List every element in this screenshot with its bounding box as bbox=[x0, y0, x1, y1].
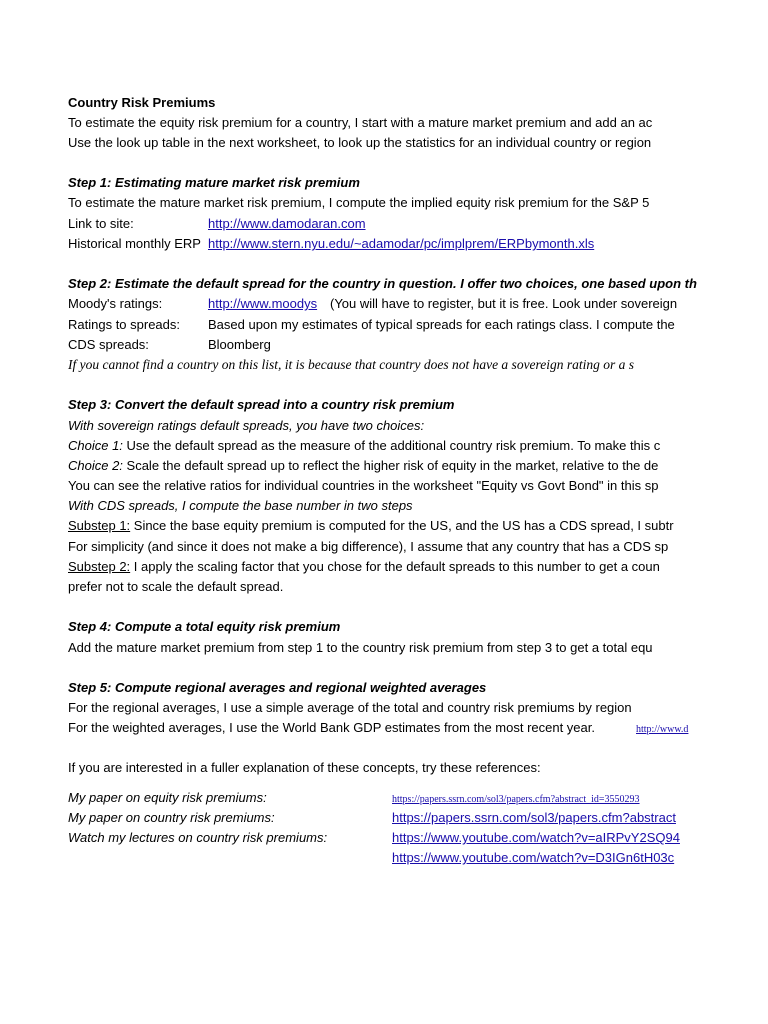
link-erp-by-month[interactable]: http://www.stern.nyu.edu/~adamodar/pc/implprem/ERPbymonth.xls bbox=[208, 236, 595, 251]
step2-heading: Step 2: Estimate the default spread for the country in question. I offer two choices, one based upon th bbox=[68, 276, 697, 291]
step5-text-1: For the regional averages, I use a simple average of the total and country risk premiums by region bbox=[68, 700, 632, 715]
step4-text: Add the mature market premium from step 1 to the country risk premium from step 3 to get a total equ bbox=[68, 640, 653, 655]
step1-text: To estimate the mature market risk premium, I compute the implied equity risk premium for the S&P 5 bbox=[68, 195, 650, 210]
step1-heading: Step 1: Estimating mature market risk premium bbox=[68, 175, 360, 190]
link-site-label: Link to site: bbox=[68, 216, 134, 231]
link-lecture-2[interactable]: https://www.youtube.com/watch?v=D3IGn6tH03c bbox=[392, 850, 675, 865]
cds-label: CDS spreads: bbox=[68, 337, 149, 352]
intro-line-2: Use the look up table in the next worksheet, to look up the statistics for an individual country or region bbox=[68, 135, 652, 150]
intro-line-1: To estimate the equity risk premium for a country, I start with a mature market premium and add an ac bbox=[68, 115, 653, 130]
moodys-value bbox=[208, 296, 677, 312]
step5-heading: Step 5: Compute regional averages and regional weighted averages bbox=[68, 680, 487, 695]
step4-heading: Step 4: Compute a total equity risk premium bbox=[68, 619, 341, 634]
link-lecture-1[interactable]: https://www.youtube.com/watch?v=aIRPvY2SQ94 bbox=[392, 830, 680, 845]
ratings-text: Based upon my estimates of typical spreads for each ratings class. I compute the bbox=[208, 317, 675, 332]
choice1-line bbox=[68, 438, 660, 454]
step3-sub: With sovereign ratings default spreads, you have two choices: bbox=[68, 418, 425, 433]
substep1-text: Since the base equity premium is computed for the US, and the US has a CDS spread, I subtr bbox=[130, 518, 674, 533]
cds-text: Bloomberg bbox=[208, 337, 271, 352]
choice2-line bbox=[68, 458, 658, 474]
moodys-label: Moody's ratings: bbox=[68, 296, 163, 311]
substep1-label: Substep 1: bbox=[68, 518, 131, 533]
ratings-label: Ratings to spreads: bbox=[68, 317, 181, 332]
ref-label-erp: My paper on equity risk premiums: bbox=[68, 790, 267, 805]
link-moodys[interactable]: http://www.moodys bbox=[208, 296, 318, 311]
substep2-line bbox=[68, 559, 660, 575]
link-crp-paper[interactable]: https://papers.ssrn.com/sol3/papers.cfm?abstract bbox=[392, 810, 676, 825]
step3-heading: Step 3: Convert the default spread into a country risk premium bbox=[68, 397, 455, 412]
references-intro: If you are interested in a fuller explanation of these concepts, try these references: bbox=[68, 760, 541, 775]
cds-sub: With CDS spreads, I compute the base number in two steps bbox=[68, 498, 413, 513]
link-damodaran[interactable]: http://www.damodaran.com bbox=[208, 216, 366, 231]
choice2-text: Scale the default spread up to reflect the higher risk of equity in the market, relative to the de bbox=[122, 458, 659, 473]
choice2-label: Choice 2: bbox=[68, 458, 123, 473]
prefer-text: prefer not to scale the default spread. bbox=[68, 579, 284, 594]
choice1-label: Choice 1: bbox=[68, 438, 123, 453]
ref-label-crp: My paper on country risk premiums: bbox=[68, 810, 275, 825]
ref-label-lectures: Watch my lectures on country risk premiums: bbox=[68, 830, 328, 845]
ratios-text: You can see the relative ratios for individual countries in the worksheet "Equity vs Govt Bond" in this sp bbox=[68, 478, 659, 493]
step5-text-2: For the weighted averages, I use the World Bank GDP estimates from the most recent year. bbox=[68, 720, 595, 735]
link-world-bank[interactable]: http://www.d bbox=[636, 724, 689, 735]
choice1-text: Use the default spread as the measure of the additional country risk premium. To make this c bbox=[122, 438, 661, 453]
substep2-label: Substep 2: bbox=[68, 559, 131, 574]
page-title: Country Risk Premiums bbox=[68, 95, 216, 110]
link-erp-paper[interactable]: https://papers.ssrn.com/sol3/papers.cfm?abstract_id=3550293 bbox=[392, 794, 640, 805]
step2-note: If you cannot find a country on this list, it is because that country does not have a sovereign rating or a s bbox=[68, 357, 635, 372]
historical-erp-label: Historical monthly ERP bbox=[68, 236, 201, 251]
substep1-line bbox=[68, 518, 674, 534]
moodys-note: (You will have to register, but it is free. Look under sovereign bbox=[330, 296, 678, 311]
simplicity-text: For simplicity (and since it does not make a big difference), I assume that any country that has a CDS sp bbox=[68, 539, 669, 554]
substep2-text: I apply the scaling factor that you chose for the default spreads to this number to get a coun bbox=[130, 559, 660, 574]
